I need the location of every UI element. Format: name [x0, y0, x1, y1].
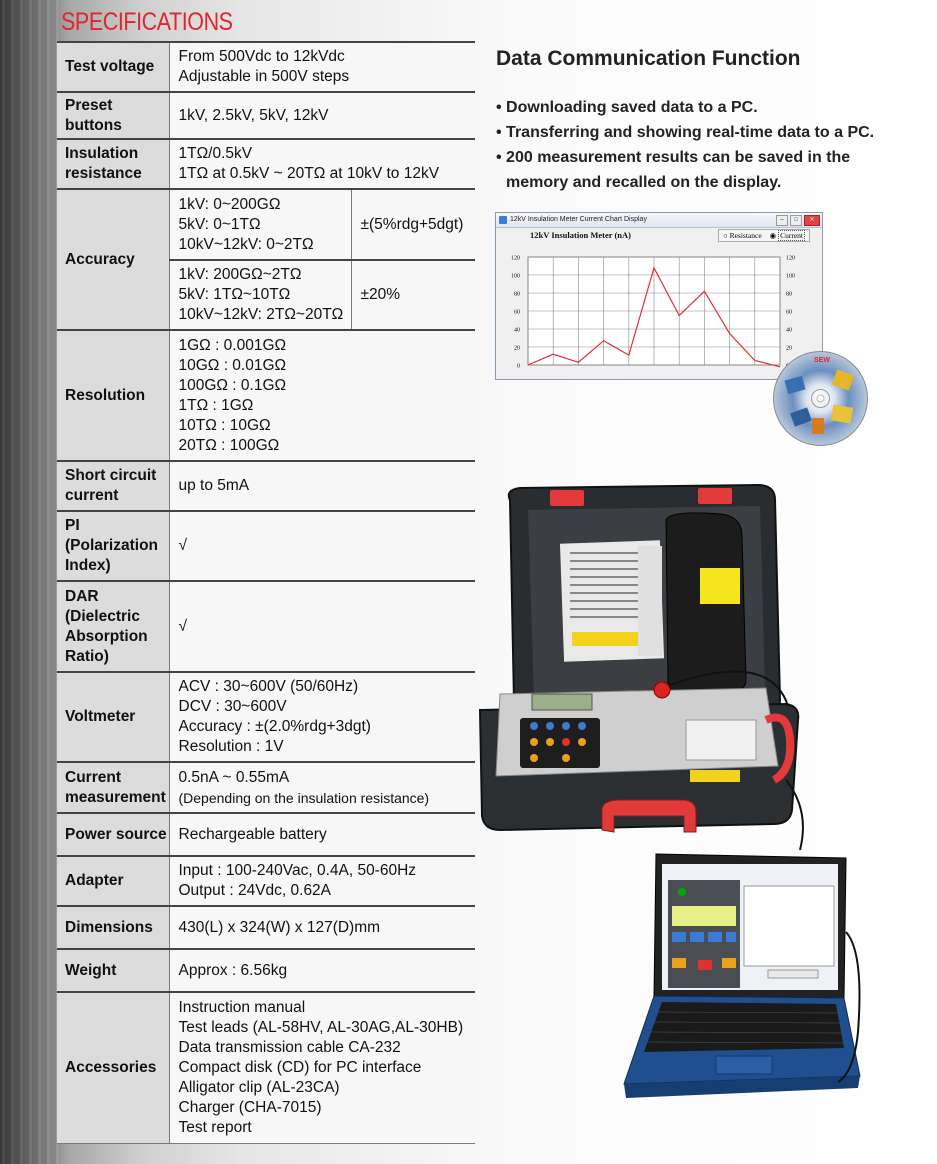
- row-current-measurement: [57, 762, 475, 813]
- value-dimensions: 430(L) x 324(W) x 127(D)mm: [169, 906, 475, 949]
- label-weight: Weight: [57, 949, 169, 992]
- label-voltmeter: Voltmeter: [57, 672, 169, 762]
- window-controls: [776, 215, 820, 226]
- label-power-source: Power source: [57, 813, 169, 856]
- cd-artwork: [831, 404, 853, 423]
- radio-current[interactable]: ◉ Current: [769, 231, 803, 240]
- list-item: • Downloading saved data to a PC.: [496, 99, 758, 116]
- row-test-voltage: [57, 42, 475, 92]
- data-communication-heading: Data Communication Function: [496, 47, 801, 70]
- row-accuracy-1: [57, 189, 475, 260]
- row-insulation-resistance: [57, 139, 475, 189]
- value-accuracy-range-1: 1kV: 0~200GΩ 5kV: 0~1TΩ 10kV~12kV: 0~2TΩ: [169, 189, 351, 260]
- value-power-source: Rechargeable battery: [169, 813, 475, 856]
- y-tick-label-right: 100: [786, 273, 795, 280]
- value-insulation-resistance: 1TΩ/0.5kV 1TΩ at 0.5kV ~ 20TΩ at 10kV to 12kV: [169, 139, 475, 189]
- hv-terminal: [654, 682, 670, 698]
- lid-latch-left: [550, 490, 584, 506]
- row-power-source: [57, 813, 475, 856]
- lcd-display: [532, 694, 592, 710]
- laptop-touchpad: [716, 1056, 772, 1074]
- row-preset-buttons: [57, 92, 475, 139]
- row-dimensions: [57, 906, 475, 949]
- row-weight: [57, 949, 475, 992]
- y-tick-label-left: 120: [511, 255, 520, 262]
- compact-disk-image: [772, 350, 869, 447]
- y-tick-label-left: 100: [511, 273, 520, 280]
- row-dar: [57, 581, 475, 672]
- chart-mode-radio-group: [718, 229, 810, 242]
- cd-artwork: [812, 418, 824, 434]
- insulation-tester-case-image: [470, 480, 810, 850]
- value-accessories: Instruction manual Test leads (AL-58HV, AL-30AG,AL-30HB) Data transmission cable CA-232 Compact disk (CD) for PC interface Alligator clip (AL-23CA) Charger (CHA-7015) Test report: [169, 992, 475, 1143]
- laptop-keyboard: [644, 1002, 844, 1052]
- keypad: [520, 718, 600, 768]
- label-insulation-resistance: Insulation resistance: [57, 139, 169, 189]
- row-resolution: [57, 330, 475, 461]
- row-pi: [57, 511, 475, 581]
- value-pi: √: [169, 511, 475, 581]
- laptop-image: [618, 852, 864, 1108]
- label-current-measurement: Current measurement: [57, 762, 169, 813]
- cd-label: SEW: [814, 357, 830, 364]
- label-test-voltage: Test voltage: [57, 42, 169, 92]
- label-short-circuit: Short circuit current: [57, 461, 169, 511]
- row-short-circuit: [57, 461, 475, 511]
- y-tick-label-left: 0: [517, 363, 520, 370]
- specifications-heading: SPECIFICATIONS: [61, 8, 233, 36]
- minimize-button[interactable]: –: [776, 215, 788, 226]
- label-dimensions: Dimensions: [57, 906, 169, 949]
- y-tick-label-right: 80: [786, 291, 792, 298]
- y-tick-label-left: 80: [514, 291, 520, 298]
- y-tick-label-right: 120: [786, 255, 795, 262]
- y-tick-label-right: 20: [786, 345, 792, 352]
- value-voltmeter: ACV : 30~600V (50/60Hz) DCV : 30~600V Accuracy : ±(2.0%rdg+3dgt) Resolution : 1V: [169, 672, 475, 762]
- label-resolution: Resolution: [57, 330, 169, 461]
- list-item: • 200 measurement results can be saved in the memory and recalled on the display.: [496, 149, 851, 191]
- pouch-label: [700, 568, 740, 604]
- y-tick-label-left: 60: [514, 309, 520, 316]
- value-accuracy-2: ±20%: [351, 260, 475, 330]
- chart-window-title: 12kV Insulation Meter Current Chart Display: [510, 216, 647, 223]
- software-lcd: [672, 906, 736, 926]
- value-preset-buttons: 1kV, 2.5kV, 5kV, 12kV: [169, 92, 475, 139]
- list-item: • Transferring and showing real-time data to a PC.: [496, 124, 875, 141]
- value-test-voltage: From 500Vdc to 12kVdc Adjustable in 500V steps: [169, 42, 475, 92]
- label-accuracy: Accuracy: [57, 189, 169, 330]
- row-accessories: [57, 992, 475, 1143]
- value-accuracy-range-2: 1kV: 200GΩ~2TΩ 5kV: 1TΩ~10TΩ 10kV~12kV: 2TΩ~20TΩ: [169, 260, 351, 330]
- value-dar: √: [169, 581, 475, 672]
- label-adapter: Adapter: [57, 856, 169, 906]
- value-current-measurement: 0.5nA ~ 0.55mA (Depending on the insulation resistance): [169, 762, 475, 813]
- y-tick-label-right: 60: [786, 309, 792, 316]
- background-texture: [0, 0, 60, 1164]
- chart-window-titlebar: [496, 213, 822, 228]
- label-dar: DAR (Dielectric Absorption Ratio): [57, 581, 169, 672]
- label-preset-buttons: Preset buttons: [57, 92, 169, 139]
- row-adapter: [57, 856, 475, 906]
- y-tick-label-left: 40: [514, 327, 520, 334]
- radio-resistance[interactable]: ○ Resistance: [723, 231, 762, 240]
- app-icon: [499, 216, 507, 224]
- label-pi: PI (Polarization Index): [57, 511, 169, 581]
- value-short-circuit: up to 5mA: [169, 461, 475, 511]
- lid-latch-right: [698, 488, 732, 504]
- value-weight: Approx : 6.56kg: [169, 949, 475, 992]
- data-communication-list: [496, 95, 916, 195]
- row-voltmeter: [57, 672, 475, 762]
- close-button[interactable]: ✕: [804, 215, 820, 226]
- y-tick-label-left: 20: [514, 345, 520, 352]
- maximize-button[interactable]: □: [790, 215, 802, 226]
- value-adapter: Input : 100-240Vac, 0.4A, 50-60Hz Output : 24Vdc, 0.62A: [169, 856, 475, 906]
- value-resolution: 1GΩ : 0.001GΩ 10GΩ : 0.01GΩ 100GΩ : 0.1GΩ 1TΩ : 1GΩ 10TΩ : 10GΩ 20TΩ : 100GΩ: [169, 330, 475, 461]
- value-accuracy-1: ±(5%rdg+5dgt): [351, 189, 475, 260]
- label-accessories: Accessories: [57, 992, 169, 1143]
- specifications-table: [57, 41, 475, 1144]
- y-tick-label-right: 40: [786, 327, 792, 334]
- chart-heading: 12kV Insulation Meter (nA): [530, 230, 631, 240]
